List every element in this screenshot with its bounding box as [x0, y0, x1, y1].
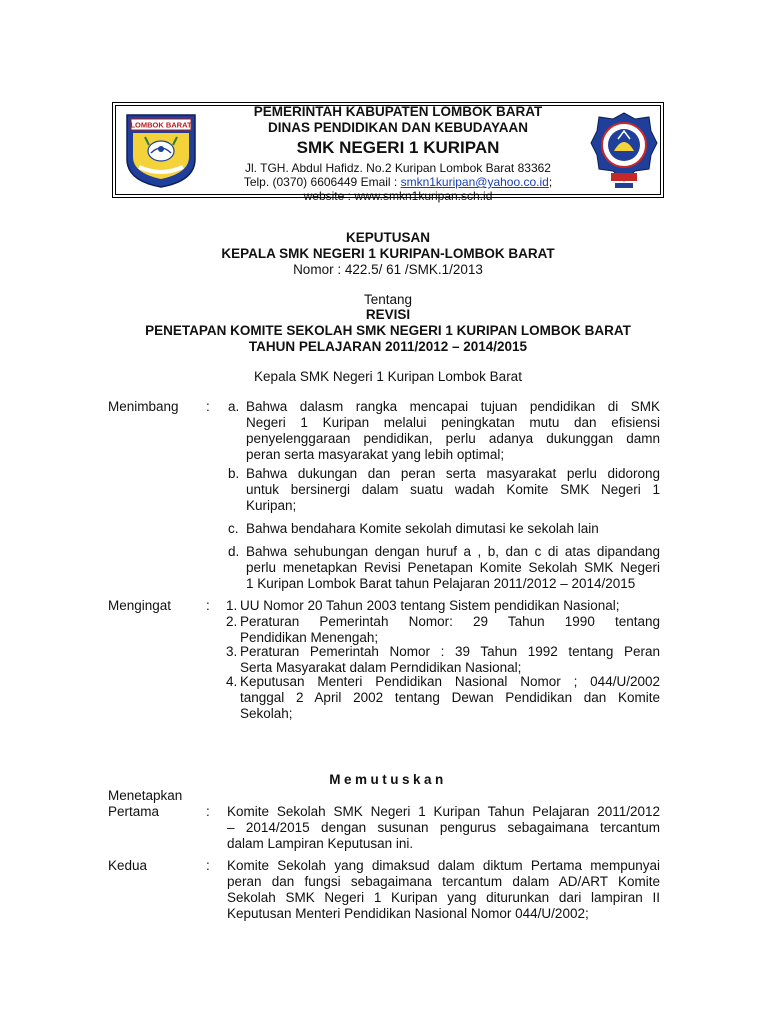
item-text [240, 598, 660, 614]
item-number: 2. [226, 614, 238, 629]
item-number: 4. [226, 674, 238, 689]
item-text [246, 544, 660, 592]
second-colon: : [206, 858, 210, 873]
diktum-line: Keputusan Menteri Pendidikan Nasional Nomor 044/U/2002; [227, 906, 589, 921]
item-line: Keputusan Menteri Pendidikan Nasional Nomor ; 044/U/2002 [240, 674, 660, 689]
diktum-line: Komite Sekolah yang dimaksud dalam diktum Pertama mempunyai [227, 858, 660, 873]
decides-heading: Memutuskan [329, 772, 447, 787]
item-letter: b. [228, 466, 240, 481]
item-text [246, 466, 660, 514]
item-line: tanggal 2 April 2002 tentang Dewan Pendidikan dan Komite [240, 690, 660, 705]
item-letter: d. [228, 544, 240, 559]
item-text [240, 644, 660, 676]
item-line: perlu menetapkan Revisi Penetapan Komite Sekolah SMK Negeri [246, 560, 660, 575]
item-line: Peraturan Pemerintah Nomor: 29 Tahun 1990 tentang [240, 614, 660, 629]
item-line: Sekolah; [240, 706, 293, 721]
diktum-line: Sekolah SMK Negeri 1 Kuripan yang diturunkan dari lampiran II [227, 890, 660, 905]
item-line: Bahwa dukungan dan peran serta masyarakat perlu didorong [246, 466, 660, 481]
item-text [240, 614, 660, 646]
item-line: UU Nomor 20 Tahun 2003 tentang Sistem pendidikan Nasional; [240, 598, 620, 613]
item-text [240, 674, 660, 722]
enact-label: Menetapkan [108, 788, 183, 803]
letterhead [112, 102, 664, 203]
item-line: Bahwa sehubungan dengan huruf a , b, dan c di atas dipandang [246, 544, 660, 559]
first-label: Pertama [108, 804, 160, 819]
item-line: Serta Masyarakat dalam Perndidikan Nasional; [240, 660, 522, 675]
phone-text: Telp. (0370) 6606449 Email : [243, 175, 401, 189]
decision-number: Nomor : 422.5/ 61 /SMK.1/2013 [293, 262, 483, 277]
remembering-colon: : [206, 598, 210, 613]
diktum-line: – 2014/2015 dengan susunan pengurus sebagaimana tercantum [227, 820, 660, 835]
item-line: Kuripan; [246, 498, 297, 513]
decision-about: Tentang [363, 292, 413, 307]
item-letter: a. [228, 399, 240, 414]
item-letter: c. [228, 521, 239, 536]
item-line: Peraturan Pemerintah Nomor : 39 Tahun 1992 tentang Peran [240, 644, 660, 659]
school-name: SMK NEGERI 1 KURIPAN [296, 138, 500, 157]
emblem-text: LOMBOK BARAT [130, 120, 192, 130]
contact-suffix: ; [548, 175, 553, 189]
decision-subject-line-2: TAHUN PELAJARAN 2011/2012 – 2014/2015 [248, 339, 528, 354]
school-logo-icon [589, 111, 659, 191]
first-colon: : [206, 804, 210, 819]
item-line: peran serta masyarakat yang lebih optimal; [246, 447, 505, 462]
school-address: Jl. TGH. Abdul Hafidz. No.2 Kuripan Lombok Barat 83362 [245, 161, 551, 175]
item-line: Bahwa bendahara Komite sekolah dimutasi ke sekolah lain [246, 521, 599, 536]
decision-revision: REVISI [365, 307, 411, 322]
email-link[interactable]: smkn1kuripan@yahoo.co.id [400, 175, 549, 189]
item-line: Negeri 1 Kuripan melalui peningkatan mutu dan efisiensi [246, 415, 660, 430]
item-number: 1. [226, 598, 238, 613]
diktum-line: Komite Sekolah SMK Negeri 1 Kuripan Tahun Pelajaran 2011/2012 [227, 804, 660, 819]
decision-subject-line-1: PENETAPAN KOMITE SEKOLAH SMK NEGERI 1 KURIPAN LOMBOK BARAT [145, 323, 631, 338]
item-line: Bahwa dalasm rangka mencapai tujuan pendidikan di SMK [246, 399, 660, 414]
item-text [246, 399, 660, 463]
second-label: Kedua [108, 858, 148, 873]
letterhead-text [213, 103, 583, 203]
item-number: 3. [226, 644, 238, 659]
school-contact [213, 175, 583, 189]
decision-title: KEPUTUSAN [345, 230, 430, 245]
remembering-label: Mengingat [108, 598, 172, 613]
government-name: PEMERINTAH KABUPATEN LOMBOK BARAT [253, 104, 543, 119]
considering-label: Menimbang [108, 399, 179, 414]
item-text [246, 521, 660, 537]
considering-colon: : [206, 399, 210, 414]
item-line: penyelenggaraan pendidikan, perlu adanya dukunggan damn [246, 431, 660, 446]
item-line: untuk bersinergi dalam suatu wadah Komite SMK Negeri 1 [246, 482, 660, 497]
item-line: Pendidikan Menengah; [240, 630, 379, 645]
diktum-line: peran dan fungsi sebagaimana tercantum dalam AD/ART Komite [227, 874, 660, 889]
lombok-barat-emblem-icon [123, 111, 199, 189]
item-line: 1 Kuripan Lombok Barat tahun Pelajaran 2011/2012 – 2014/2015 [246, 576, 636, 591]
department-name: DINAS PENDIDIKAN DAN KEBUDAYAAN [267, 120, 529, 135]
diktum-line: dalam Lampiran Keputusan ini. [227, 836, 414, 851]
decision-issuer: KEPALA SMK NEGERI 1 KURIPAN-LOMBOK BARAT [221, 246, 555, 261]
school-website: website : www.smkn1kuripan.sch.id [303, 189, 493, 203]
decision-authority: Kepala SMK Negeri 1 Kuripan Lombok Barat [254, 369, 522, 384]
first-text [227, 804, 660, 852]
second-text [227, 858, 660, 922]
